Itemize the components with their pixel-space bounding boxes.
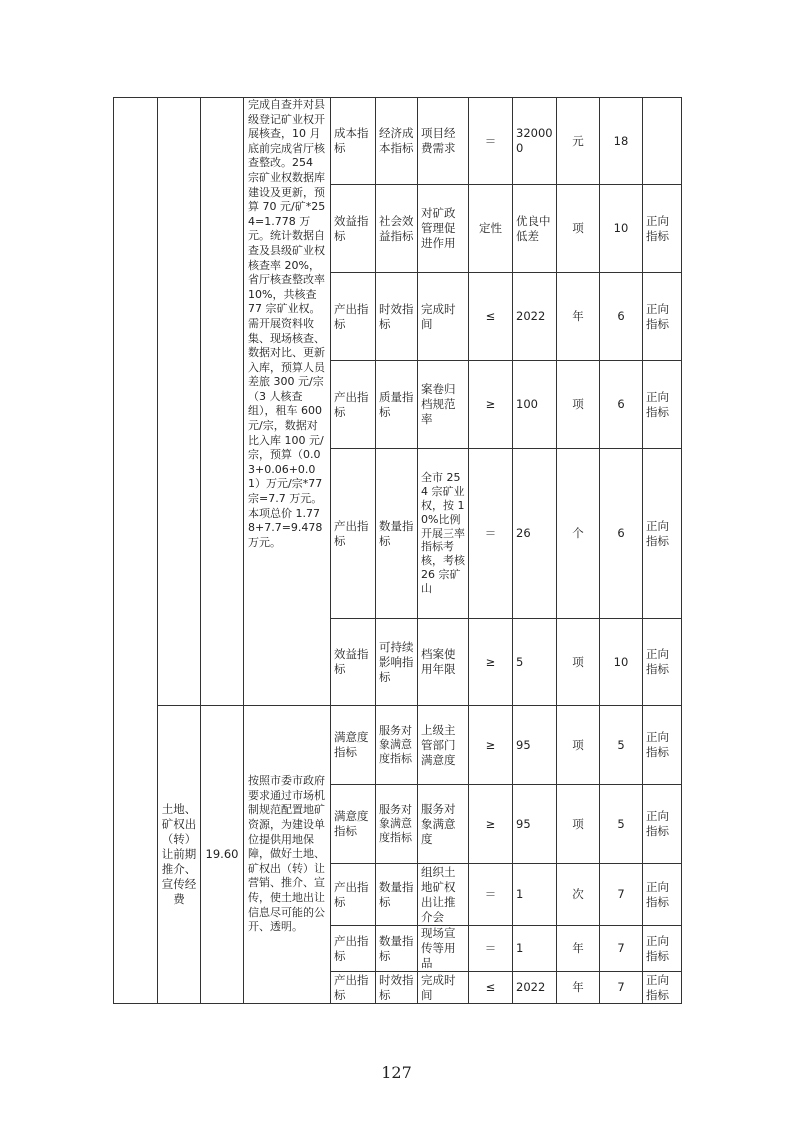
target-value: 优良中低差 <box>513 185 557 273</box>
direction: 正向指标 <box>643 361 682 449</box>
direction: 正向指标 <box>643 926 682 972</box>
indicator-table-container <box>113 97 681 1006</box>
level2-indicator: 服务对象满意度指标 <box>376 706 418 785</box>
level1-indicator: 满意度指标 <box>331 785 376 864</box>
operator: ≥ <box>469 619 513 706</box>
level2-indicator: 质量指标 <box>376 361 418 449</box>
level2-indicator: 服务对象满意度指标 <box>376 785 418 864</box>
weight: 6 <box>600 361 643 449</box>
page-number: 127 <box>381 1063 412 1082</box>
level1-indicator: 成本指标 <box>331 98 376 185</box>
operator: ≥ <box>469 706 513 785</box>
target-value: 2022 <box>513 273 557 361</box>
unit: 个 <box>557 449 600 619</box>
indicator-name: 项目经费需求 <box>418 98 469 185</box>
direction <box>643 98 682 185</box>
level1-indicator: 产出指标 <box>331 361 376 449</box>
operator: ≥ <box>469 361 513 449</box>
target-value: 1 <box>513 926 557 972</box>
level1-indicator: 产出指标 <box>331 449 376 619</box>
level2-indicator: 可持续影响指标 <box>376 619 418 706</box>
level1-indicator: 效益指标 <box>331 619 376 706</box>
project-description: 完成自查并对县级登记矿业权开展核查，10 月底前完成省厅核查整改。254 宗矿业权数据库建设及更新，预算 70 元/矿*254=1.778 万元。统计数据自查及县级矿业权核查率 20%，省厅核查整改率 10%，共核查 77 宗矿业权。需开展资料收集、现场核查、数据对比、更新入库，预算人员差旅 300 元/宗（3 人核查组），租车 600 元/宗，数据对比入库 100 元/宗，预算（0.03+0.06+0.01）万元/宗*77 宗=7.7 万元。本项总价 1.778+7.7=9.478 万元。 <box>244 98 331 706</box>
level1-indicator: 产出指标 <box>331 864 376 926</box>
weight: 18 <box>600 98 643 185</box>
operator: ≥ <box>469 785 513 864</box>
level1-indicator: 产出指标 <box>331 972 376 1004</box>
indicator-name: 案卷归档规范率 <box>418 361 469 449</box>
operator: ＝ <box>469 449 513 619</box>
unit: 年 <box>557 926 600 972</box>
level1-indicator: 产出指标 <box>331 926 376 972</box>
indicator-name: 完成时间 <box>418 972 469 1004</box>
unit: 项 <box>557 706 600 785</box>
indicator-name: 服务对象满意度 <box>418 785 469 864</box>
project-description: 按照市委市政府要求通过市场机制规范配置地矿资源，为建设单位提供用地保障，做好土地、矿权出（转）让营销、推介、宣传，使土地出让信息尽可能的公开、透明。 <box>244 706 331 1004</box>
indicator-name: 上级主管部门满意度 <box>418 706 469 785</box>
weight: 10 <box>600 619 643 706</box>
level1-indicator: 效益指标 <box>331 185 376 273</box>
indicator-name: 完成时间 <box>418 273 469 361</box>
blank-cell <box>114 98 158 1004</box>
target-value: 100 <box>513 361 557 449</box>
operator: ≤ <box>469 273 513 361</box>
direction: 正向指标 <box>643 864 682 926</box>
level2-indicator: 时效指标 <box>376 273 418 361</box>
target-value: 26 <box>513 449 557 619</box>
unit: 次 <box>557 864 600 926</box>
weight: 7 <box>600 864 643 926</box>
level2-indicator: 经济成本指标 <box>376 98 418 185</box>
target-value: 1 <box>513 864 557 926</box>
table-row <box>114 98 682 185</box>
weight: 10 <box>600 185 643 273</box>
target-value: 95 <box>513 706 557 785</box>
direction: 正向指标 <box>643 706 682 785</box>
indicator-name: 档案使用年限 <box>418 619 469 706</box>
operator: 定性 <box>469 185 513 273</box>
direction: 正向指标 <box>643 185 682 273</box>
indicator-name: 全市 254 宗矿业权，按 10%比例开展三率指标考核，考核 26 宗矿山 <box>418 449 469 619</box>
project-amount: 19.60 <box>201 706 244 1004</box>
direction: 正向指标 <box>643 449 682 619</box>
unit: 项 <box>557 619 600 706</box>
target-value: 320000 <box>513 98 557 185</box>
weight: 5 <box>600 785 643 864</box>
target-value: 5 <box>513 619 557 706</box>
blank-cell <box>158 98 201 706</box>
indicator-name: 现场宣传等用品 <box>418 926 469 972</box>
performance-indicator-table <box>113 97 682 1004</box>
level2-indicator: 时效指标 <box>376 972 418 1004</box>
level2-indicator: 数量指标 <box>376 926 418 972</box>
table-row <box>114 706 682 785</box>
indicator-name: 对矿政管理促进作用 <box>418 185 469 273</box>
unit: 项 <box>557 185 600 273</box>
direction: 正向指标 <box>643 619 682 706</box>
direction: 正向指标 <box>643 785 682 864</box>
weight: 7 <box>600 926 643 972</box>
level2-indicator: 数量指标 <box>376 449 418 619</box>
target-value: 2022 <box>513 972 557 1004</box>
weight: 5 <box>600 706 643 785</box>
operator: ＝ <box>469 98 513 185</box>
direction: 正向指标 <box>643 972 682 1004</box>
operator: ＝ <box>469 864 513 926</box>
blank-cell <box>201 98 244 706</box>
operator: ≤ <box>469 972 513 1004</box>
indicator-name: 组织土地矿权出让推介会 <box>418 864 469 926</box>
level2-indicator: 数量指标 <box>376 864 418 926</box>
operator: ＝ <box>469 926 513 972</box>
level1-indicator: 满意度指标 <box>331 706 376 785</box>
weight: 6 <box>600 273 643 361</box>
target-value: 95 <box>513 785 557 864</box>
weight: 7 <box>600 972 643 1004</box>
weight: 6 <box>600 449 643 619</box>
unit: 元 <box>557 98 600 185</box>
level2-indicator: 社会效益指标 <box>376 185 418 273</box>
unit: 年 <box>557 972 600 1004</box>
project-name: 土地、矿权出（转）让前期推介、宣传经费 <box>158 706 201 1004</box>
unit: 项 <box>557 361 600 449</box>
level1-indicator: 产出指标 <box>331 273 376 361</box>
direction: 正向指标 <box>643 273 682 361</box>
unit: 年 <box>557 273 600 361</box>
unit: 项 <box>557 785 600 864</box>
